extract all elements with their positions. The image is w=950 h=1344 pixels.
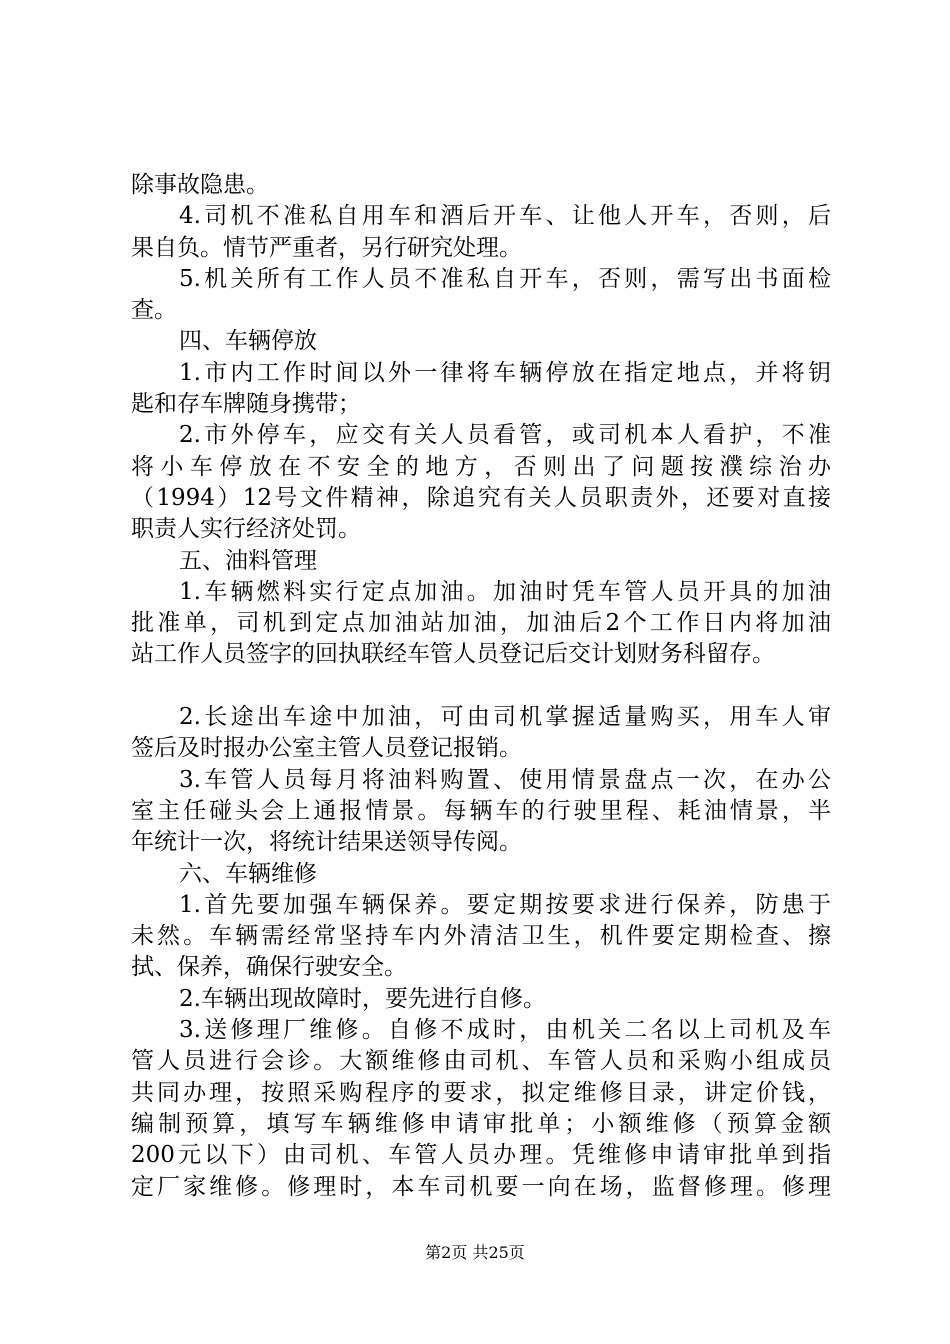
text-line: 定厂家维修。修理时，本车司机要一向在场，监督修理。修理 xyxy=(131,1173,831,1200)
text-line: 1.车辆燃料实行定点加油。加油时凭车管人员开具的加油 xyxy=(179,578,831,605)
text-line: 5.机关所有工作人员不准私自开车，否则，需写出书面检 xyxy=(179,265,831,292)
text-line: （1994）12号文件精神，除追究有关人员职责外，还要对直接 xyxy=(131,484,831,511)
text-line: 2.长途出车途中加油，可由司机掌握适量购买，用车人审 xyxy=(179,704,831,731)
text-line: 年统计一次，将统计结果送领导传阅。 xyxy=(131,829,522,856)
text-line: 2.市外停车，应交有关人员看管，或司机本人看护，不准 xyxy=(179,422,831,449)
text-line: 共同办理，按照采购程序的要求，拟定维修目录，讲定价钱， xyxy=(131,1079,831,1106)
text-line: 将小车停放在不安全的地方，否则出了问题按濮综治办 xyxy=(131,453,831,480)
text-line: 3.车管人员每月将油料购置、使用情景盘点一次，在办公 xyxy=(179,766,831,793)
text-line: 签后及时报办公室主管人员登记报销。 xyxy=(131,735,522,762)
text-line: 职责人实行经济处罚。 xyxy=(131,516,361,543)
text-line: 站工作人员签字的回执联经车管人员登记后交计划财务科留存。 xyxy=(131,641,775,668)
page-number-footer: 第2页 共25页 xyxy=(425,1243,525,1262)
text-line: 4.司机不准私自用车和酒后开车、让他人开车，否则，后 xyxy=(179,203,831,230)
text-line: 匙和存车牌随身携带； xyxy=(131,391,361,418)
text-line: 拭、保养，确保行驶安全。 xyxy=(131,954,407,981)
text-line: 室主任碰头会上通报情景。每辆车的行驶里程、耗油情景，半 xyxy=(131,797,831,824)
text-line: 批准单，司机到定点加油站加油，加油后2个工作日内将加油 xyxy=(131,610,831,637)
text-line: 2.车辆出现故障时，要先进行自修。 xyxy=(179,985,546,1012)
text-line: 果自负。情节严重者，另行研究处理。 xyxy=(131,234,522,261)
document-body xyxy=(131,170,831,1203)
text-line: 编制预算，填写车辆维修申请审批单；小额维修（预算金额 xyxy=(131,1110,831,1137)
section-heading: 六、车辆维修 xyxy=(179,860,317,887)
text-line: 管人员进行会诊。大额维修由司机、车管人员和采购小组成员 xyxy=(131,1048,831,1075)
text-line: 1.首先要加强车辆保养。要定期按要求进行保养，防患于 xyxy=(179,891,831,918)
text-line: 未然。车辆需经常坚持车内外清洁卫生，机件要定期检查、擦 xyxy=(131,923,831,950)
section-heading: 五、油料管理 xyxy=(179,547,317,574)
text-line: 除事故隐患。 xyxy=(131,172,269,198)
text-line: 查。 xyxy=(131,297,177,324)
text-line: 200元以下）由司机、车管人员办理。凭维修申请审批单到指 xyxy=(131,1142,831,1169)
text-line: 3.送修理厂维修。自修不成时，由机关二名以上司机及车 xyxy=(179,1017,831,1044)
paragraph-gap xyxy=(131,671,831,702)
text-line: 1.市内工作时间以外一律将车辆停放在指定地点，并将钥 xyxy=(179,359,831,386)
section-heading: 四、车辆停放 xyxy=(179,328,317,355)
